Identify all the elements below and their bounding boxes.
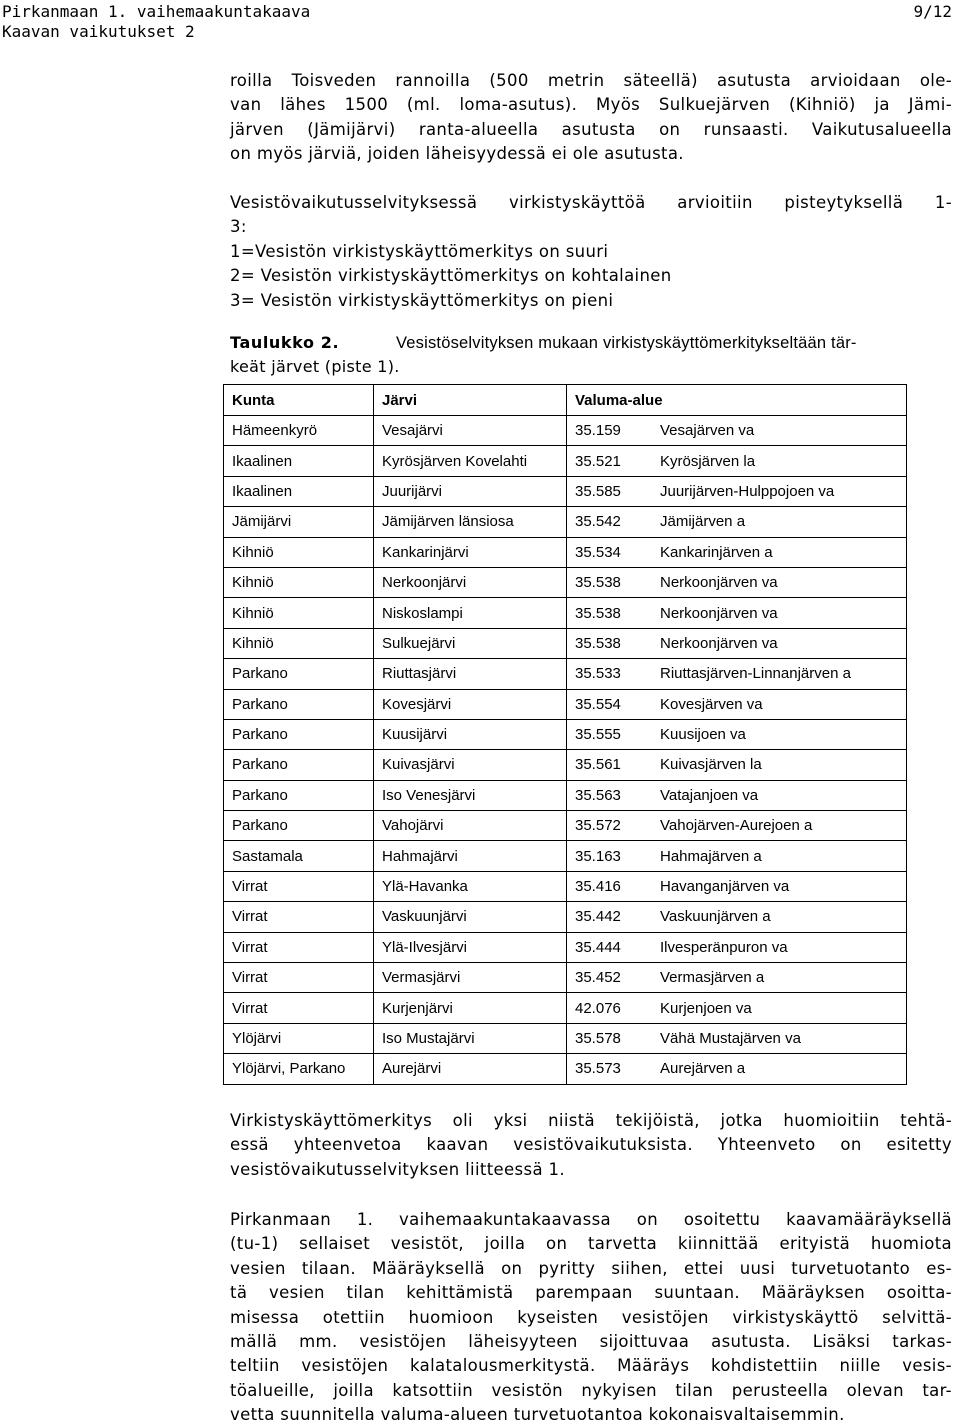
table-row [224, 902, 907, 932]
paragraph-line: misessa otettiin huomioon kyseisten vesistöjen virkistyskäyttö selvittä- [230, 1307, 952, 1327]
column-header-jarvi: Järvi [374, 385, 567, 416]
score-item: 3= Vesistön virkistyskäyttömerkitys on pieni [230, 290, 614, 310]
cell-valuma-name: Nerkoonjärven va [656, 598, 907, 628]
cell-kunta: Virrat [224, 902, 374, 932]
paragraph-yhteenveto [230, 1109, 952, 1182]
cell-kunta: Ylöjärvi, Parkano [224, 1054, 374, 1084]
cell-valuma-name: Kovesjärven va [656, 689, 907, 719]
table-row [224, 932, 907, 962]
cell-jarvi: Vesajärvi [374, 416, 567, 446]
cell-kunta: Ylöjärvi [224, 1023, 374, 1053]
cell-valuma-name: Kuivasjärven la [656, 750, 907, 780]
table-row [224, 507, 907, 537]
cell-jarvi: Hahmajärvi [374, 841, 567, 871]
cell-jarvi: Jämijärven länsiosa [374, 507, 567, 537]
cell-jarvi: Iso Mustajärvi [374, 1023, 567, 1053]
column-header-valuma-alue: Valuma-alue [567, 385, 907, 416]
paragraph-line: vesistövaikutusselvityksen liitteessä 1. [230, 1159, 565, 1179]
cell-jarvi: Kovesjärvi [374, 689, 567, 719]
cell-kunta: Parkano [224, 659, 374, 689]
cell-valuma-name: Vähä Mustajärven va [656, 1023, 907, 1053]
header-document-title: Pirkanmaan 1. vaihemaakuntakaava [2, 2, 311, 21]
page-number: 9/12 [913, 2, 952, 21]
table-row [224, 811, 907, 841]
cell-jarvi: Riuttasjärvi [374, 659, 567, 689]
cell-valuma-code: 35.163 [567, 841, 657, 871]
paragraph-line: mällä mm. vesistöjen läheisyyteen sijoittuvaa asutusta. Lisäksi tarkas- [230, 1332, 952, 1352]
cell-jarvi: Kuivasjärvi [374, 750, 567, 780]
cell-jarvi: Niskoslampi [374, 598, 567, 628]
cell-valuma-code: 35.561 [567, 750, 657, 780]
table-caption-text-continued: keät järvet (piste 1). [230, 357, 400, 376]
cell-valuma-code: 35.521 [567, 446, 657, 476]
header-titles [2, 2, 310, 42]
cell-kunta: Parkano [224, 689, 374, 719]
cell-valuma-name: Kurjenjoen va [656, 993, 907, 1023]
cell-valuma-name: Aurejärven a [656, 1054, 907, 1084]
cell-valuma-code: 35.554 [567, 689, 657, 719]
table-row [224, 719, 907, 749]
paragraph-line: töalueille, joilla katsottiin vesistön nykyisen tilan perusteella olevan tar- [230, 1380, 952, 1400]
cell-kunta: Parkano [224, 750, 374, 780]
cell-valuma-name: Havanganjärven va [656, 871, 907, 901]
cell-valuma-code: 35.573 [567, 1054, 657, 1084]
cell-valuma-name: Kankarinjärven a [656, 537, 907, 567]
table-row [224, 993, 907, 1023]
cell-kunta: Virrat [224, 871, 374, 901]
cell-kunta: Parkano [224, 780, 374, 810]
cell-valuma-code: 35.538 [567, 628, 657, 658]
cell-valuma-code: 35.452 [567, 963, 657, 993]
paragraph-asutus [230, 69, 952, 167]
table-row [224, 1054, 907, 1084]
cell-jarvi: Kankarinjärvi [374, 537, 567, 567]
paragraph-line: Pirkanmaan 1. vaihemaakuntakaavassa on osoitettu kaavamääräyksellä [230, 1210, 952, 1229]
cell-jarvi: Vaskuunjärvi [374, 902, 567, 932]
cell-jarvi: Juurijärvi [374, 476, 567, 506]
cell-kunta: Kihniö [224, 567, 374, 597]
cell-valuma-name: Vatajanjoen va [656, 780, 907, 810]
header-document-subtitle: Kaavan vaikutukset 2 [2, 22, 195, 41]
paragraph-line: vetta suunnitella valuma-alueen turvetuotantoa kokonaisvaltaisemmin. [230, 1405, 845, 1425]
cell-valuma-code: 35.416 [567, 871, 657, 901]
cell-valuma-code: 35.444 [567, 932, 657, 962]
cell-valuma-name: Kyrösjärven la [656, 446, 907, 476]
cell-jarvi: Kyrösjärven Kovelahti [374, 446, 567, 476]
cell-valuma-name: Nerkoonjärven va [656, 567, 907, 597]
cell-jarvi: Iso Venesjärvi [374, 780, 567, 810]
cell-valuma-name: Riuttasjärven-Linnanjärven a [656, 659, 907, 689]
cell-jarvi: Vahojärvi [374, 811, 567, 841]
table-row [224, 446, 907, 476]
cell-kunta: Virrat [224, 963, 374, 993]
cell-kunta: Parkano [224, 719, 374, 749]
cell-valuma-name: Nerkoonjärven va [656, 628, 907, 658]
cell-valuma-code: 35.572 [567, 811, 657, 841]
cell-jarvi: Kurjenjärvi [374, 993, 567, 1023]
table-caption-label: Taulukko 2. [230, 333, 340, 352]
paragraph-line: on myös järviä, joiden läheisyydessä ei ole asutusta. [230, 144, 684, 164]
cell-valuma-name: Hahmajärven a [656, 841, 907, 871]
cell-kunta: Virrat [224, 932, 374, 962]
table-row [224, 841, 907, 871]
cell-valuma-code: 42.076 [567, 993, 657, 1023]
cell-jarvi: Kuusijärvi [374, 719, 567, 749]
table-caption-text: Vesistöselvityksen mukaan virkistyskäyttömerkitykseltään tär- [396, 334, 857, 352]
cell-kunta: Hämeenkyrö [224, 416, 374, 446]
cell-valuma-name: Vahojärven-Aurejoen a [656, 811, 907, 841]
table-row [224, 689, 907, 719]
paragraph-line: teltiin vesistöjen kalatalousmerkitystä. Määräys kohdistettiin niille vesis- [230, 1356, 952, 1376]
table-row [224, 750, 907, 780]
cell-valuma-code: 35.538 [567, 598, 657, 628]
cell-valuma-name: Jämijärven a [656, 507, 907, 537]
cell-valuma-code: 35.578 [567, 1023, 657, 1053]
score-item: 1=Vesistön virkistyskäyttömerkitys on suuri [230, 241, 609, 261]
cell-valuma-name: Juurijärven-Hulppojoen va [656, 476, 907, 506]
cell-valuma-name: Vaskuunjärven a [656, 902, 907, 932]
paragraph-line: tä vesien tilan kehittämistä parempaan suuntaan. Määräyksen osoitta- [230, 1283, 952, 1303]
table-row [224, 1023, 907, 1053]
cell-kunta: Parkano [224, 811, 374, 841]
score-item: 2= Vesistön virkistyskäyttömerkitys on kohtalainen [230, 266, 672, 286]
table-row [224, 780, 907, 810]
table-row [224, 537, 907, 567]
paragraph-pisteytys [230, 191, 952, 313]
table-row [224, 871, 907, 901]
paragraph-line: van lähes 1500 (ml. loma-asutus). Myös Sulkuejärven (Kihniö) ja Jämi- [230, 95, 952, 115]
cell-jarvi: Aurejärvi [374, 1054, 567, 1084]
table-row [224, 567, 907, 597]
paragraph-line: Vesistövaikutusselvityksessä virkistyskäyttöä arvioitiin pisteytyksellä 1- [230, 193, 952, 212]
table-row [224, 963, 907, 993]
table-row [224, 476, 907, 506]
table-caption [230, 331, 952, 378]
cell-kunta: Virrat [224, 993, 374, 1023]
cell-valuma-name: Ilvesperänpuron va [656, 932, 907, 962]
cell-kunta: Kihniö [224, 537, 374, 567]
cell-valuma-code: 35.534 [567, 537, 657, 567]
cell-kunta: Kihniö [224, 598, 374, 628]
cell-jarvi: Nerkoonjärvi [374, 567, 567, 597]
paragraph-line: essä yhteenvetoa kaavan vesistövaikutuksista. Yhteenveto on esitetty [230, 1135, 952, 1155]
cell-jarvi: Ylä-Ilvesjärvi [374, 932, 567, 962]
cell-valuma-code: 35.555 [567, 719, 657, 749]
cell-valuma-name: Kuusijoen va [656, 719, 907, 749]
table-row [224, 628, 907, 658]
cell-kunta: Sastamala [224, 841, 374, 871]
table-row [224, 598, 907, 628]
cell-valuma-name: Vesajärven va [656, 416, 907, 446]
paragraph-line: Virkistyskäyttömerkitys oli yksi niistä tekijöistä, jotka huomioitiin tehtä- [230, 1111, 952, 1130]
page-header [0, 0, 960, 44]
cell-valuma-code: 35.442 [567, 902, 657, 932]
cell-valuma-name: Vermasjärven a [656, 963, 907, 993]
table-row [224, 416, 907, 446]
cell-valuma-code: 35.563 [567, 780, 657, 810]
cell-jarvi: Sulkuejärvi [374, 628, 567, 658]
table-body [224, 416, 907, 1085]
column-header-kunta: Kunta [224, 385, 374, 416]
cell-kunta: Kihniö [224, 628, 374, 658]
cell-jarvi: Ylä-Havanka [374, 871, 567, 901]
cell-valuma-code: 35.538 [567, 567, 657, 597]
cell-kunta: Ikaalinen [224, 476, 374, 506]
cell-valuma-code: 35.159 [567, 416, 657, 446]
cell-valuma-code: 35.533 [567, 659, 657, 689]
cell-jarvi: Vermasjärvi [374, 963, 567, 993]
paragraph-line: järven (Jämijärvi) ranta-alueella asutusta on runsaasti. Vaikutusalueella [230, 119, 952, 139]
table-header-row [224, 385, 907, 416]
paragraph-line: (tu-1) sellaiset vesistöt, joilla on tarvetta kiinnittää erityistä huomiota [230, 1234, 952, 1254]
lakes-table [223, 384, 907, 1085]
table-row [224, 659, 907, 689]
paragraph-line: roilla Toisveden rannoilla (500 metrin säteellä) asutusta arvioidaan ole- [230, 71, 952, 90]
cell-kunta: Jämijärvi [224, 507, 374, 537]
cell-valuma-code: 35.542 [567, 507, 657, 537]
paragraph-kaavamaarays [230, 1208, 952, 1428]
paragraph-line: vesien tilaan. Määräyksellä on pyritty siihen, ettei uusi turvetuotanto es- [230, 1258, 952, 1278]
paragraph-line: 3: [230, 217, 247, 237]
cell-kunta: Ikaalinen [224, 446, 374, 476]
cell-valuma-code: 35.585 [567, 476, 657, 506]
